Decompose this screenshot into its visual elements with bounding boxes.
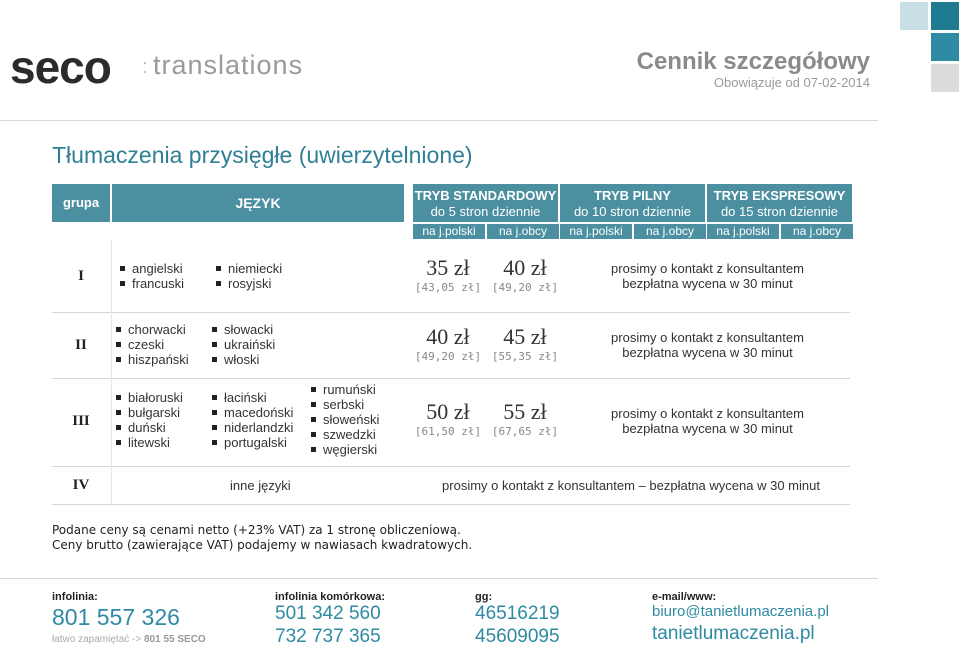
group-id: I xyxy=(78,268,84,284)
decor-square xyxy=(900,2,928,30)
column-header-urgent-mode xyxy=(560,184,705,222)
group-id: II xyxy=(75,337,87,353)
gross-price-to-foreign: [49,20 zł] xyxy=(491,281,559,294)
contact-info xyxy=(565,261,850,291)
logo-translations: translations xyxy=(153,50,304,80)
gross-price-to-polish: [61,50 zł] xyxy=(414,425,482,438)
mode-name: TRYB PILNY xyxy=(594,188,671,203)
subheader-to-foreign: na j.obcy xyxy=(781,224,853,239)
mobile-label: infolinia komórkowa: xyxy=(275,591,386,603)
column-header-language: JĘZYK xyxy=(112,184,404,222)
language-item: ukraiński xyxy=(212,337,275,352)
row-divider xyxy=(52,466,850,467)
contact-info xyxy=(565,406,850,436)
language-item: bułgarski xyxy=(116,405,183,420)
language-item: rosyjski xyxy=(216,276,282,291)
gg-number[interactable]: 46516219 xyxy=(475,603,560,624)
language-item: hiszpański xyxy=(116,352,189,367)
hotline-number[interactable]: 801 557 326 xyxy=(52,604,180,630)
contact-line: prosimy o kontakt z konsultantem xyxy=(611,330,804,345)
hotline-label: infolinia: xyxy=(52,591,98,603)
contact-info: prosimy o kontakt z konsultantem – bezpłatna wycena w 30 minut xyxy=(442,478,820,493)
decor-square xyxy=(931,64,959,92)
contact-line: bezpłatna wycena w 30 minut xyxy=(622,421,793,436)
mobile-number[interactable]: 501 342 560 xyxy=(275,603,381,624)
divider xyxy=(0,120,878,121)
divider xyxy=(0,578,878,579)
language-list xyxy=(212,390,293,450)
language-list xyxy=(120,261,184,291)
mode-desc: do 15 stron dziennie xyxy=(720,204,839,219)
contact-line: bezpłatna wycena w 30 minut xyxy=(622,276,793,291)
language-item: słoweński xyxy=(311,412,379,427)
mode-name: TRYB EKSPRESOWY xyxy=(713,188,846,203)
language-item: łaciński xyxy=(212,390,293,405)
mobile-number[interactable]: 732 737 365 xyxy=(275,626,381,647)
gg-label: gg: xyxy=(475,591,493,603)
hotline-hint-text: łatwo zapamiętać -> xyxy=(52,634,144,645)
note-netto: Podane ceny są cenami netto (+23% VAT) za 1 stronę obliczeniową. xyxy=(52,523,461,537)
subheader-to-foreign: na j.obcy xyxy=(634,224,706,239)
website-link[interactable]: tanietlumaczenia.pl xyxy=(652,623,815,644)
contact-line: prosimy o kontakt z konsultantem xyxy=(611,261,804,276)
language-item: niemiecki xyxy=(216,261,282,276)
page-heading: Cennik szczegółowy xyxy=(636,48,870,75)
language-item: czeski xyxy=(116,337,189,352)
price-to-foreign: 45 zł xyxy=(503,324,547,349)
column-divider xyxy=(111,241,112,504)
subheader-to-foreign: na j.obcy xyxy=(487,224,559,239)
row-divider xyxy=(52,504,850,505)
group-id: III xyxy=(72,413,90,429)
column-header-standard-mode xyxy=(413,184,558,222)
language-list xyxy=(311,382,379,457)
decor-square xyxy=(931,2,959,30)
subheader-to-polish: na j.polski xyxy=(560,224,632,239)
language-item: serbski xyxy=(311,397,379,412)
language-item: słowacki xyxy=(212,322,275,337)
email-link[interactable]: biuro@tanietlumaczenia.pl xyxy=(652,603,829,620)
gross-price-to-foreign: [55,35 zł] xyxy=(491,350,559,363)
language-list xyxy=(216,261,282,291)
email-label: e-mail/www: xyxy=(652,591,717,603)
gross-price-to-polish: [49,20 zł] xyxy=(414,350,482,363)
language-list xyxy=(116,390,183,450)
logo-separator: : xyxy=(142,56,148,78)
contact-info xyxy=(565,330,850,360)
language-item: niderlandzki xyxy=(212,420,293,435)
note-brutto: Ceny brutto (zawierające VAT) podajemy w nawiasach kwadratowych. xyxy=(52,538,473,552)
language-item: macedoński xyxy=(212,405,293,420)
valid-from-date: Obowiązuje od 07-02-2014 xyxy=(713,75,870,90)
language-item: duński xyxy=(116,420,183,435)
row-divider xyxy=(52,312,850,313)
contact-line: bezpłatna wycena w 30 minut xyxy=(622,345,793,360)
language-list xyxy=(116,322,189,367)
subheader-to-polish: na j.polski xyxy=(707,224,779,239)
language-item: włoski xyxy=(212,352,275,367)
price-to-foreign: 55 zł xyxy=(503,399,547,424)
gg-number[interactable]: 45609095 xyxy=(475,626,560,647)
language-item: rumuński xyxy=(311,382,379,397)
language-item: szwedzki xyxy=(311,427,379,442)
gross-price-to-polish: [43,05 zł] xyxy=(414,281,482,294)
mode-name: TRYB STANDARDOWY xyxy=(414,188,557,203)
language-item: białoruski xyxy=(116,390,183,405)
language-item: chorwacki xyxy=(116,322,189,337)
row-divider xyxy=(52,378,850,379)
language-list xyxy=(212,322,275,367)
column-header-express-mode xyxy=(707,184,852,222)
language-item: portugalski xyxy=(212,435,293,450)
price-to-polish: 35 zł xyxy=(426,255,470,280)
mode-desc: do 10 stron dziennie xyxy=(573,204,692,219)
price-to-foreign: 40 zł xyxy=(503,255,547,280)
price-to-polish: 40 zł xyxy=(426,324,470,349)
other-languages: inne języki xyxy=(230,478,291,493)
column-header-group: grupa xyxy=(52,184,110,222)
language-item: litewski xyxy=(116,435,183,450)
hotline-hint xyxy=(52,634,206,646)
hotline-hint-mnemonic: 801 55 SECO xyxy=(144,634,206,645)
language-item: angielski xyxy=(120,261,184,276)
language-item: węgierski xyxy=(311,442,379,457)
price-to-polish: 50 zł xyxy=(426,399,470,424)
logo-seco: seco xyxy=(10,41,111,93)
subheader-to-polish: na j.polski xyxy=(413,224,485,239)
contact-line: prosimy o kontakt z konsultantem xyxy=(611,406,804,421)
mode-desc: do 5 stron dziennie xyxy=(430,204,541,219)
section-title: Tłumaczenia przysięgłe (uwierzytelnione) xyxy=(52,142,473,168)
language-item: francuski xyxy=(120,276,184,291)
group-id: IV xyxy=(72,477,90,493)
gross-price-to-foreign: [67,65 zł] xyxy=(491,425,559,438)
decor-square xyxy=(931,33,959,61)
